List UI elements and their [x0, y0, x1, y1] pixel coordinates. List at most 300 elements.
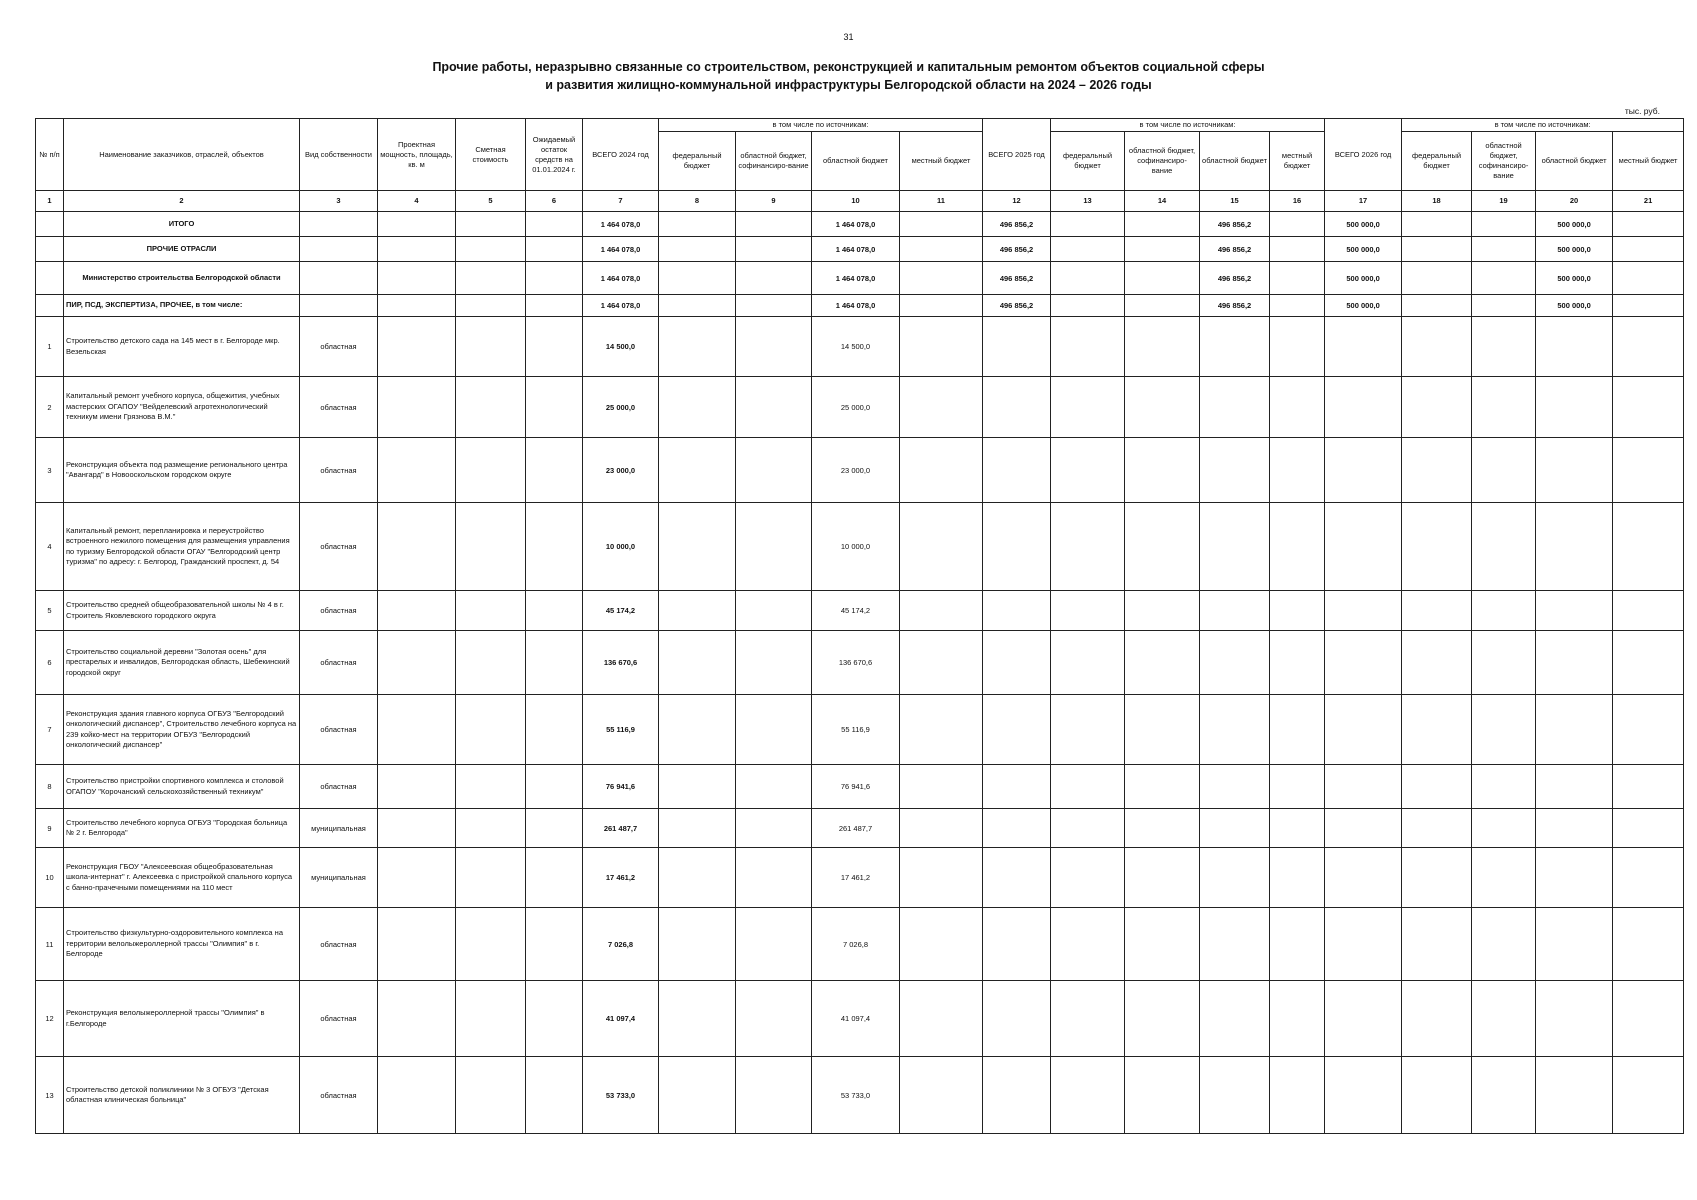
- row-name: ПИР, ПСД, ЭКСПЕРТИЗА, ПРОЧЕЕ, в том числе:: [64, 295, 300, 317]
- regional-2024: 7 026,8: [812, 908, 900, 981]
- table-row: [36, 631, 1684, 695]
- capacity: [378, 503, 456, 591]
- row-number: 5: [36, 591, 64, 631]
- ownership: областная: [300, 503, 378, 591]
- local-2025: [1270, 212, 1325, 237]
- summary-row: [36, 237, 1684, 262]
- empty-cell: [1200, 503, 1270, 591]
- ownership: областная: [300, 317, 378, 377]
- empty-cell: [1402, 1057, 1472, 1134]
- summary-row: [36, 212, 1684, 237]
- regional-2024: 1 464 078,0: [812, 262, 900, 295]
- regional-2024: 1 464 078,0: [812, 212, 900, 237]
- cofin-2024: [736, 212, 812, 237]
- empty-cell: [1200, 809, 1270, 848]
- object-name: Реконструкция велолыжероллерной трассы "Олимпия" в г.Белгороде: [64, 981, 300, 1057]
- ownership: областная: [300, 591, 378, 631]
- regional-2025: 496 856,2: [1200, 295, 1270, 317]
- table-row: [36, 981, 1684, 1057]
- empty-cell: [1325, 438, 1402, 503]
- total-2026: 500 000,0: [1325, 237, 1402, 262]
- empty-cell: [1613, 317, 1684, 377]
- empty-cell: [1536, 317, 1613, 377]
- empty-cell: [1125, 981, 1200, 1057]
- column-number: 6: [526, 191, 583, 212]
- remainder: [526, 1057, 583, 1134]
- row-number: 7: [36, 695, 64, 765]
- empty-cell: [1270, 908, 1325, 981]
- federal-2025: [1051, 295, 1125, 317]
- row-number: 9: [36, 809, 64, 848]
- empty-cell: [1051, 591, 1125, 631]
- row-number: 10: [36, 848, 64, 908]
- total-2024: 25 000,0: [583, 377, 659, 438]
- federal-2024: [659, 237, 736, 262]
- empty-cell: [1402, 503, 1472, 591]
- empty-cell: [1613, 908, 1684, 981]
- federal-2025: [1051, 262, 1125, 295]
- empty-cell: [1536, 591, 1613, 631]
- header-total-2025: ВСЕГО 2025 год: [983, 119, 1051, 191]
- empty-cell: [1200, 981, 1270, 1057]
- column-number: 17: [1325, 191, 1402, 212]
- header-federal-2025: федеральный бюджет: [1051, 132, 1125, 191]
- cofin-2024: [736, 908, 812, 981]
- federal-2026: [1402, 212, 1472, 237]
- empty-cell: [1472, 1057, 1536, 1134]
- empty-cell: [900, 631, 983, 695]
- empty-cell: [1270, 765, 1325, 809]
- capacity: [378, 1057, 456, 1134]
- remainder: [526, 809, 583, 848]
- federal-2024: [659, 503, 736, 591]
- empty-cell: [1536, 503, 1613, 591]
- row-number: 6: [36, 631, 64, 695]
- empty-cell: [1472, 908, 1536, 981]
- header-cofin-2026: областной бюджет, софинансиро-вание: [1472, 132, 1536, 191]
- empty-cell: [1613, 438, 1684, 503]
- empty-cell: [1472, 765, 1536, 809]
- empty-cell: [900, 317, 983, 377]
- empty-cell: [1613, 591, 1684, 631]
- empty-cell: [983, 809, 1051, 848]
- empty-cell: [456, 237, 526, 262]
- empty-cell: [378, 295, 456, 317]
- empty-cell: [983, 317, 1051, 377]
- empty-cell: [1200, 317, 1270, 377]
- empty-cell: [900, 377, 983, 438]
- total-2024: 55 116,9: [583, 695, 659, 765]
- column-number: 7: [583, 191, 659, 212]
- total-2025: 496 856,2: [983, 237, 1051, 262]
- ownership: областная: [300, 377, 378, 438]
- units-label: тыс. руб.: [1624, 106, 1660, 116]
- empty-cell: [1125, 438, 1200, 503]
- federal-2024: [659, 1057, 736, 1134]
- empty-cell: [1613, 848, 1684, 908]
- table-body: [36, 212, 1684, 1134]
- row-number: [36, 237, 64, 262]
- regional-2026: 500 000,0: [1536, 295, 1613, 317]
- remainder: [526, 695, 583, 765]
- empty-cell: [983, 981, 1051, 1057]
- total-2026: 500 000,0: [1325, 295, 1402, 317]
- local-2025: [1270, 295, 1325, 317]
- cofin-2025: [1125, 212, 1200, 237]
- empty-cell: [983, 695, 1051, 765]
- header-cofin-2025: областной бюджет, софинансиро-вание: [1125, 132, 1200, 191]
- empty-cell: [1402, 765, 1472, 809]
- empty-cell: [1200, 631, 1270, 695]
- total-2024: 41 097,4: [583, 981, 659, 1057]
- total-2024: 23 000,0: [583, 438, 659, 503]
- column-number: 8: [659, 191, 736, 212]
- total-2026: 500 000,0: [1325, 212, 1402, 237]
- column-number: 2: [64, 191, 300, 212]
- estimate: [456, 503, 526, 591]
- empty-cell: [1472, 809, 1536, 848]
- federal-2025: [1051, 237, 1125, 262]
- federal-2024: [659, 631, 736, 695]
- header-sources-2025: в том числе по источникам:: [1051, 119, 1325, 132]
- cofin-2024: [736, 981, 812, 1057]
- regional-2024: 45 174,2: [812, 591, 900, 631]
- empty-cell: [1536, 908, 1613, 981]
- cofin-2024: [736, 631, 812, 695]
- empty-cell: [900, 908, 983, 981]
- empty-cell: [1200, 438, 1270, 503]
- cofin-2024: [736, 237, 812, 262]
- total-2024: 136 670,6: [583, 631, 659, 695]
- column-number: 9: [736, 191, 812, 212]
- empty-cell: [1402, 317, 1472, 377]
- empty-cell: [983, 631, 1051, 695]
- cofin-2024: [736, 695, 812, 765]
- federal-2024: [659, 809, 736, 848]
- total-2024: 261 487,7: [583, 809, 659, 848]
- object-name: Строительство детской поликлиники № 3 ОГБУЗ "Детская областная клиническая больница": [64, 1057, 300, 1134]
- cofin-2025: [1125, 295, 1200, 317]
- estimate: [456, 631, 526, 695]
- column-number: 20: [1536, 191, 1613, 212]
- cofin-2024: [736, 809, 812, 848]
- row-number: 11: [36, 908, 64, 981]
- ownership: областная: [300, 981, 378, 1057]
- table-row: [36, 695, 1684, 765]
- regional-2024: 76 941,6: [812, 765, 900, 809]
- empty-cell: [526, 295, 583, 317]
- header-regional-2024: областной бюджет: [812, 132, 900, 191]
- empty-cell: [900, 1057, 983, 1134]
- empty-cell: [1270, 503, 1325, 591]
- empty-cell: [1125, 503, 1200, 591]
- row-number: 8: [36, 765, 64, 809]
- header-regional-2025: областной бюджет: [1200, 132, 1270, 191]
- column-number: 18: [1402, 191, 1472, 212]
- regional-2025: 496 856,2: [1200, 237, 1270, 262]
- empty-cell: [1051, 503, 1125, 591]
- row-number: 1: [36, 317, 64, 377]
- total-2024: 7 026,8: [583, 908, 659, 981]
- row-name: ИТОГО: [64, 212, 300, 237]
- total-2024: 45 174,2: [583, 591, 659, 631]
- empty-cell: [900, 848, 983, 908]
- column-number: 15: [1200, 191, 1270, 212]
- table-row: [36, 438, 1684, 503]
- empty-cell: [1051, 695, 1125, 765]
- table-row: [36, 503, 1684, 591]
- empty-cell: [1051, 809, 1125, 848]
- table-row: [36, 908, 1684, 981]
- header-estimate: Сметная стоимость: [456, 119, 526, 191]
- empty-cell: [1325, 1057, 1402, 1134]
- estimate: [456, 981, 526, 1057]
- empty-cell: [1325, 848, 1402, 908]
- empty-cell: [526, 212, 583, 237]
- empty-cell: [1125, 848, 1200, 908]
- estimate: [456, 848, 526, 908]
- empty-cell: [1325, 591, 1402, 631]
- column-number: 1: [36, 191, 64, 212]
- remainder: [526, 981, 583, 1057]
- empty-cell: [1270, 809, 1325, 848]
- page-number: 31: [843, 32, 854, 42]
- capacity: [378, 848, 456, 908]
- cofin-2024: [736, 591, 812, 631]
- table-row: [36, 765, 1684, 809]
- empty-cell: [1536, 438, 1613, 503]
- empty-cell: [1200, 377, 1270, 438]
- empty-cell: [1270, 981, 1325, 1057]
- regional-2024: 53 733,0: [812, 1057, 900, 1134]
- row-number: [36, 295, 64, 317]
- regional-2024: 261 487,7: [812, 809, 900, 848]
- empty-cell: [456, 212, 526, 237]
- ownership: областная: [300, 631, 378, 695]
- empty-cell: [378, 237, 456, 262]
- federal-2024: [659, 317, 736, 377]
- cofin-2024: [736, 848, 812, 908]
- empty-cell: [300, 212, 378, 237]
- empty-cell: [983, 438, 1051, 503]
- object-name: Строительство физкультурно-оздоровительного комплекса на территории велолыжероллерной трассы "Олимпия" в г. Белгороде: [64, 908, 300, 981]
- cofin-2024: [736, 503, 812, 591]
- federal-2024: [659, 377, 736, 438]
- empty-cell: [1051, 377, 1125, 438]
- empty-cell: [1051, 317, 1125, 377]
- estimate: [456, 765, 526, 809]
- column-number: 10: [812, 191, 900, 212]
- empty-cell: [1472, 631, 1536, 695]
- table-row: [36, 1057, 1684, 1134]
- capacity: [378, 765, 456, 809]
- estimate: [456, 591, 526, 631]
- federal-2024: [659, 212, 736, 237]
- federal-2024: [659, 695, 736, 765]
- empty-cell: [1613, 981, 1684, 1057]
- remainder: [526, 908, 583, 981]
- header-total-2026: ВСЕГО 2026 год: [1325, 119, 1402, 191]
- row-name: Министерство строительства Белгородской области: [64, 262, 300, 295]
- table-row: [36, 317, 1684, 377]
- empty-cell: [900, 438, 983, 503]
- estimate: [456, 1057, 526, 1134]
- regional-2024: 23 000,0: [812, 438, 900, 503]
- header-federal-2024: федеральный бюджет: [659, 132, 736, 191]
- header-sources-2024: в том числе по источникам:: [659, 119, 983, 132]
- ownership: областная: [300, 765, 378, 809]
- empty-cell: [1325, 981, 1402, 1057]
- remainder: [526, 438, 583, 503]
- ownership: областная: [300, 1057, 378, 1134]
- empty-cell: [1125, 695, 1200, 765]
- title-line-1: Прочие работы, неразрывно связанные со строительством, реконструкцией и капитальным ремонтом объектов социальной сферы: [432, 60, 1265, 74]
- empty-cell: [300, 237, 378, 262]
- empty-cell: [983, 848, 1051, 908]
- header-local-2024: местный бюджет: [900, 132, 983, 191]
- empty-cell: [900, 765, 983, 809]
- row-number: 3: [36, 438, 64, 503]
- header-local-2026: местный бюджет: [1613, 132, 1684, 191]
- ownership: муниципальная: [300, 809, 378, 848]
- empty-cell: [526, 262, 583, 295]
- column-number: 3: [300, 191, 378, 212]
- cofin-2024: [736, 317, 812, 377]
- empty-cell: [1125, 591, 1200, 631]
- row-number: 12: [36, 981, 64, 1057]
- column-number: 13: [1051, 191, 1125, 212]
- federal-2024: [659, 765, 736, 809]
- total-2025: 496 856,2: [983, 262, 1051, 295]
- object-name: Строительство социальной деревни "Золотая осень" для престарелых и инвалидов, Белгородская область, Шебекинский городской округ: [64, 631, 300, 695]
- local-2024: [900, 212, 983, 237]
- empty-cell: [1200, 591, 1270, 631]
- empty-cell: [1613, 809, 1684, 848]
- empty-cell: [1200, 908, 1270, 981]
- empty-cell: [1402, 695, 1472, 765]
- empty-cell: [1402, 809, 1472, 848]
- empty-cell: [1200, 848, 1270, 908]
- cofin-2026: [1472, 262, 1536, 295]
- empty-cell: [1536, 765, 1613, 809]
- federal-2024: [659, 438, 736, 503]
- empty-cell: [1125, 1057, 1200, 1134]
- federal-2025: [1051, 212, 1125, 237]
- ownership: муниципальная: [300, 848, 378, 908]
- empty-cell: [456, 262, 526, 295]
- object-name: Строительство детского сада на 145 мест в г. Белгороде мкр. Везельская: [64, 317, 300, 377]
- empty-cell: [1613, 503, 1684, 591]
- cofin-2025: [1125, 262, 1200, 295]
- cofin-2026: [1472, 212, 1536, 237]
- empty-cell: [1125, 908, 1200, 981]
- capacity: [378, 908, 456, 981]
- empty-cell: [900, 981, 983, 1057]
- federal-2024: [659, 295, 736, 317]
- empty-cell: [1613, 1057, 1684, 1134]
- empty-cell: [1472, 591, 1536, 631]
- local-2026: [1613, 212, 1684, 237]
- regional-2024: 55 116,9: [812, 695, 900, 765]
- budget-table: [35, 118, 1684, 1134]
- empty-cell: [900, 503, 983, 591]
- header-regional-2026: областной бюджет: [1536, 132, 1613, 191]
- cofin-2024: [736, 1057, 812, 1134]
- capacity: [378, 438, 456, 503]
- local-2024: [900, 295, 983, 317]
- header-federal-2026: федеральный бюджет: [1402, 132, 1472, 191]
- empty-cell: [1536, 695, 1613, 765]
- federal-2024: [659, 908, 736, 981]
- capacity: [378, 981, 456, 1057]
- ownership: областная: [300, 438, 378, 503]
- empty-cell: [378, 212, 456, 237]
- empty-cell: [1402, 377, 1472, 438]
- object-name: Реконструкция здания главного корпуса ОГБУЗ "Белгородский онкологический диспансер", Строительство лечебного корпуса на 239 койко-мест на территории ОГБУЗ "Белгородский онкологический диспансер": [64, 695, 300, 765]
- total-2024: 53 733,0: [583, 1057, 659, 1134]
- header-ownership: Вид собственности: [300, 119, 378, 191]
- regional-2024: 1 464 078,0: [812, 237, 900, 262]
- empty-cell: [1270, 848, 1325, 908]
- empty-cell: [1325, 503, 1402, 591]
- empty-cell: [1402, 848, 1472, 908]
- cofin-2026: [1472, 237, 1536, 262]
- empty-cell: [1472, 317, 1536, 377]
- empty-cell: [1200, 765, 1270, 809]
- empty-cell: [1325, 695, 1402, 765]
- cofin-2024: [736, 438, 812, 503]
- local-2025: [1270, 237, 1325, 262]
- table-row: [36, 809, 1684, 848]
- row-number: [36, 212, 64, 237]
- ownership: областная: [300, 908, 378, 981]
- remainder: [526, 765, 583, 809]
- regional-2024: 1 464 078,0: [812, 295, 900, 317]
- regional-2024: 14 500,0: [812, 317, 900, 377]
- empty-cell: [983, 1057, 1051, 1134]
- header-local-2025: местный бюджет: [1270, 132, 1325, 191]
- object-name: Строительство средней общеобразовательной школы № 4 в г. Строитель Яковлевского городского округа: [64, 591, 300, 631]
- empty-cell: [1325, 908, 1402, 981]
- empty-cell: [1472, 503, 1536, 591]
- empty-cell: [983, 591, 1051, 631]
- federal-2026: [1402, 237, 1472, 262]
- federal-2026: [1402, 295, 1472, 317]
- column-number: 19: [1472, 191, 1536, 212]
- column-number: 16: [1270, 191, 1325, 212]
- federal-2026: [1402, 262, 1472, 295]
- empty-cell: [1270, 631, 1325, 695]
- empty-cell: [983, 503, 1051, 591]
- total-2024: 1 464 078,0: [583, 262, 659, 295]
- column-number: 12: [983, 191, 1051, 212]
- empty-cell: [1200, 1057, 1270, 1134]
- empty-cell: [1270, 1057, 1325, 1134]
- empty-cell: [1325, 765, 1402, 809]
- object-name: Реконструкция объекта под размещение регионального центра "Авангард" в Новооскольском городском округе: [64, 438, 300, 503]
- column-number: 4: [378, 191, 456, 212]
- header-capacity: Проектная мощность, площадь, кв. м: [378, 119, 456, 191]
- empty-cell: [1125, 317, 1200, 377]
- empty-cell: [1051, 981, 1125, 1057]
- empty-cell: [1536, 377, 1613, 438]
- total-2024: 17 461,2: [583, 848, 659, 908]
- empty-cell: [1472, 438, 1536, 503]
- total-2024: 1 464 078,0: [583, 212, 659, 237]
- column-number: 5: [456, 191, 526, 212]
- empty-cell: [1402, 438, 1472, 503]
- federal-2024: [659, 981, 736, 1057]
